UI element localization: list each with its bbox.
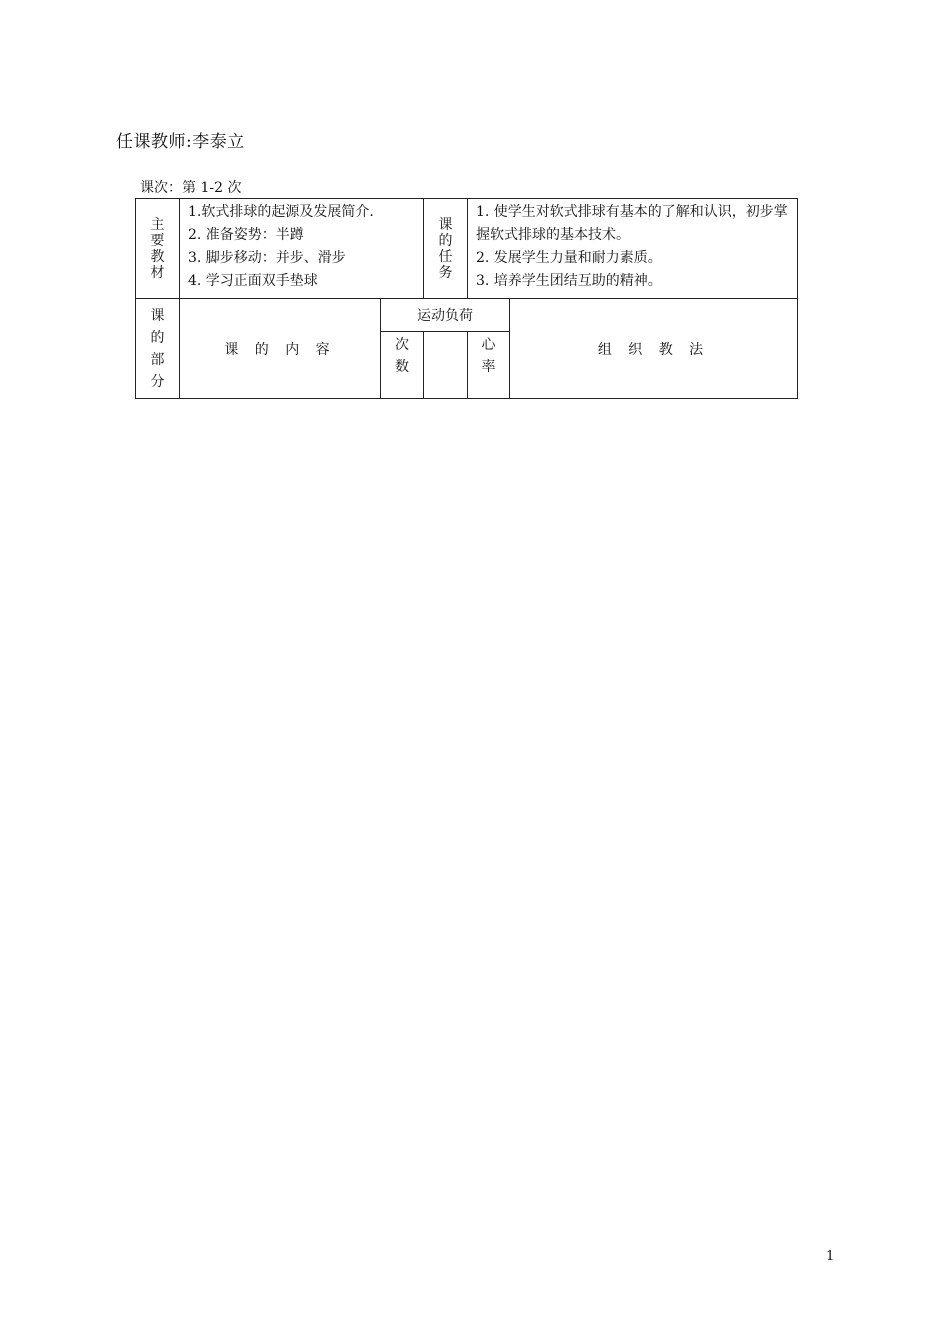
page-number: 1 — [826, 1249, 835, 1264]
material-item: 2. 准备姿势：半蹲 — [188, 227, 304, 243]
load-empty-cell — [424, 332, 468, 399]
material-item: 3. 脚步移动：并步、滑步 — [188, 250, 346, 266]
teacher-line: 任课教师:李泰立 — [116, 132, 245, 152]
materials-row — [136, 199, 798, 299]
header-row-1 — [136, 299, 798, 332]
tasks-list — [468, 199, 798, 299]
lesson-plan-table — [135, 198, 798, 399]
main-materials-list — [180, 199, 424, 299]
tasks-label: 课 的 任 务 — [424, 199, 468, 299]
count-label: 次 数 — [381, 332, 424, 399]
material-item: 4. 学习正面双手垫球 — [188, 273, 318, 289]
task-item: 2. 发展学生力量和耐力素质。 — [476, 250, 662, 266]
method-header: 组 织 教 法 — [510, 299, 798, 399]
task-item: 1. 使学生对软式排球有基本的了解和认识，初步掌握软式排球的基本技术。 — [476, 204, 788, 243]
part-label: 课 的 部 分 — [136, 299, 180, 399]
task-item: 3. 培养学生团结互助的精神。 — [476, 273, 662, 289]
load-header: 运动负荷 — [381, 299, 510, 332]
material-item: 1.软式排球的起源及发展简介. — [188, 204, 374, 220]
session-line: 课次：第 1-2 次 — [140, 180, 242, 196]
main-materials-label: 主 要 教 材 — [136, 199, 180, 299]
heart-rate-label: 心 率 — [468, 332, 510, 399]
content-header: 课 的 内 容 — [180, 299, 381, 399]
